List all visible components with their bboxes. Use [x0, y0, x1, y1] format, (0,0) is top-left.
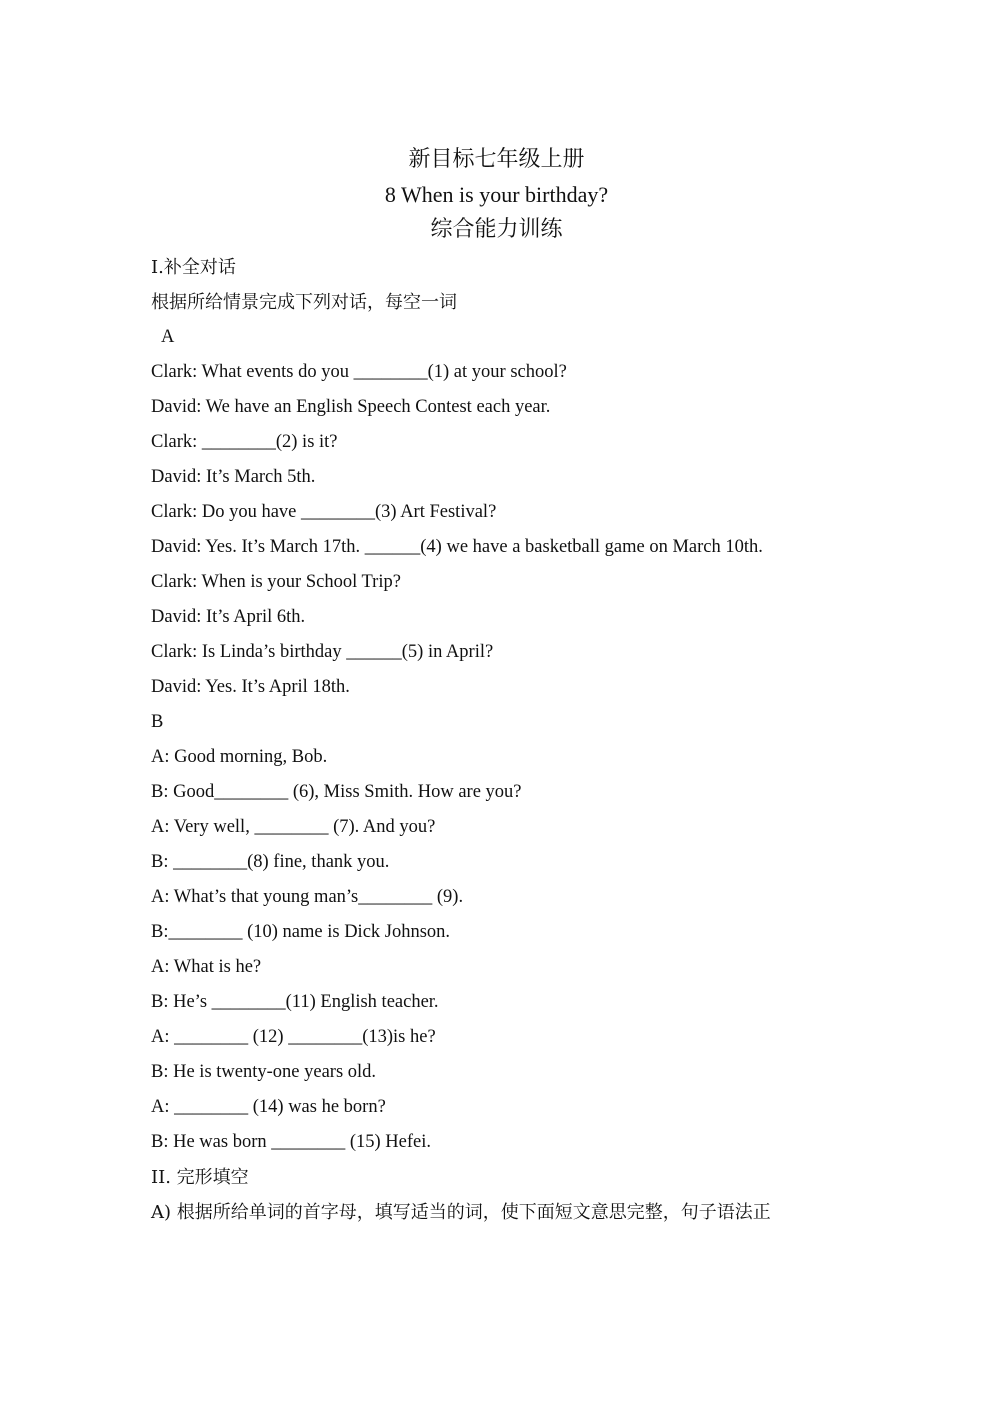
dialogue-line: B:________ (10) name is Dick Johnson.: [151, 922, 451, 942]
part-b-label: B: [151, 712, 164, 732]
dialogue-line: David: Yes. It’s March 17th. ______(4) we have a basketball game on March 10th.: [151, 537, 763, 557]
section-2-instruction: A) 根据所给单词的首字母，填写适当的词，使下面短文意思完整，句子语法正: [151, 1202, 771, 1223]
unit-title: 8 When is your birthday?: [384, 182, 609, 207]
book-title: 新目标七年级上册: [408, 147, 585, 172]
dialogue-line: Clark: Is Linda’s birthday ______(5) in April?: [151, 642, 494, 662]
exercise-title: 综合能力训练: [430, 217, 563, 242]
document-body: [151, 250, 871, 1230]
document-title-block: [0, 142, 993, 247]
dialogue-line: A: What is he?: [151, 957, 262, 977]
dialogue-line: Clark: ________(2) is it?: [151, 432, 338, 452]
section-1-instruction: 根据所给情景完成下列对话，每空一词: [151, 292, 457, 313]
section-2-heading: II. 完形填空: [151, 1167, 249, 1188]
dialogue-line: A: What’s that young man’s________ (9).: [151, 887, 464, 907]
dialogue-line: Clark: When is your School Trip?: [151, 572, 401, 592]
dialogue-line: Clark: Do you have ________(3) Art Festival?: [151, 502, 497, 522]
dialogue-line: A: ________ (14) was he born?: [151, 1097, 386, 1117]
dialogue-line: B: ________(8) fine, thank you.: [151, 852, 390, 872]
dialogue-line: A: Good morning, Bob.: [151, 747, 328, 767]
section-1-heading: I.补全对话: [151, 257, 236, 278]
dialogue-line: B: He’s ________(11) English teacher.: [151, 992, 439, 1012]
dialogue-line: David: It’s April 6th.: [151, 607, 306, 627]
dialogue-line: B: He was born ________ (15) Hefei.: [151, 1132, 432, 1152]
part-a-label: A: [161, 327, 175, 347]
dialogue-line: A: Very well, ________ (7). And you?: [151, 817, 436, 837]
dialogue-line: B: Good________ (6), Miss Smith. How are you?: [151, 782, 522, 802]
dialogue-line: A: ________ (12) ________(13)is he?: [151, 1027, 436, 1047]
dialogue-line: B: He is twenty-one years old.: [151, 1062, 377, 1082]
dialogue-line: David: Yes. It’s April 18th.: [151, 677, 350, 697]
dialogue-line: Clark: What events do you ________(1) at your school?: [151, 362, 567, 382]
dialogue-line: David: We have an English Speech Contest each year.: [151, 397, 551, 417]
dialogue-line: David: It’s March 5th.: [151, 467, 316, 487]
